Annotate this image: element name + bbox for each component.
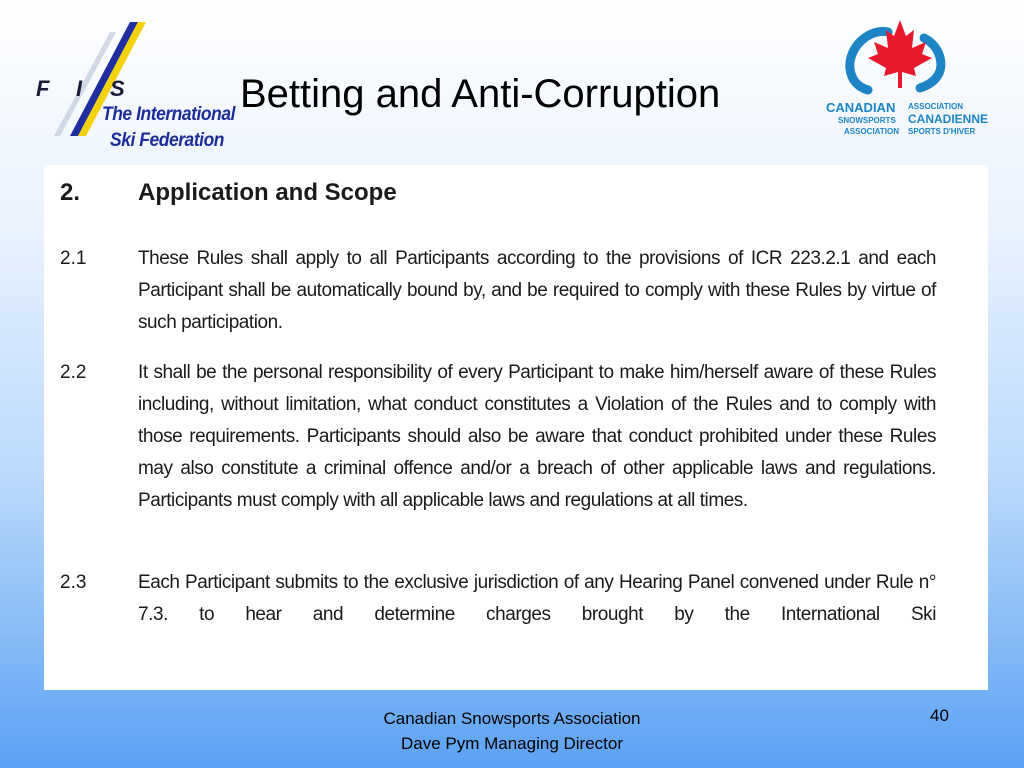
fis-logo (34, 18, 236, 160)
fis-name-line1: The International (102, 104, 236, 125)
clause-text: It shall be the personal responsibility of every Participant to make him/herself aware of these Rules including, without limitation, what conduct constitutes a Violation of the Rules and to comply with those requirements. Participants should also be aware that conduct prohibited under these Rules may also constitute a criminal offence and/or a breach of other applicable laws and regulations. Participants must comply with all applicable laws and regulations at all times. (138, 362, 936, 511)
section-number: 2. (60, 179, 81, 206)
maple-leaf-icon (840, 18, 960, 98)
csa-left-line2: SNOWSPORTS (838, 116, 896, 125)
clause-2-2 (60, 357, 936, 517)
clause-2-3 (60, 567, 936, 631)
footer-association: Canadian Snowsports Association (383, 709, 641, 728)
csa-left-line3: ASSOCIATION (844, 127, 899, 136)
page-number: 40 (930, 706, 949, 725)
csa-left-line1: CANADIAN (826, 100, 896, 115)
fis-letter-f: F (36, 76, 50, 101)
clause-number: 2.2 (60, 362, 87, 383)
document-excerpt (44, 165, 988, 690)
clause-text: Each Participant submits to the exclusive jurisdiction of any Hearing Panel convened under Rule n° 7.3. to hear and determine charges brought by the International Ski (138, 572, 936, 625)
section-heading (60, 179, 397, 207)
clause-number: 2.1 (60, 248, 87, 269)
fis-name-line2: Ski Federation (110, 130, 225, 151)
footer-presenter: Dave Pym Managing Director (400, 734, 624, 753)
csa-right-line1: ASSOCIATION (908, 102, 963, 111)
csa-right-line2: CANADIENNE (908, 112, 989, 126)
section-title: Application and Scope (138, 179, 397, 206)
clause-2-1 (60, 243, 936, 339)
csa-logo (820, 18, 1000, 140)
footer-credit (300, 706, 724, 756)
csa-right-line3: SPORTS D'HIVER (908, 127, 976, 136)
fis-letter-i: I (76, 76, 83, 101)
fis-letter-s: S (110, 76, 125, 101)
slide-title: Betting and Anti-Corruption (240, 72, 721, 116)
clause-number: 2.3 (60, 572, 87, 593)
clause-text: These Rules shall apply to all Participants according to the provisions of ICR 223.2.1 and each Participant shall be automatically bound by, and be required to comply with these Rules by virtue of such participation. (138, 248, 936, 333)
